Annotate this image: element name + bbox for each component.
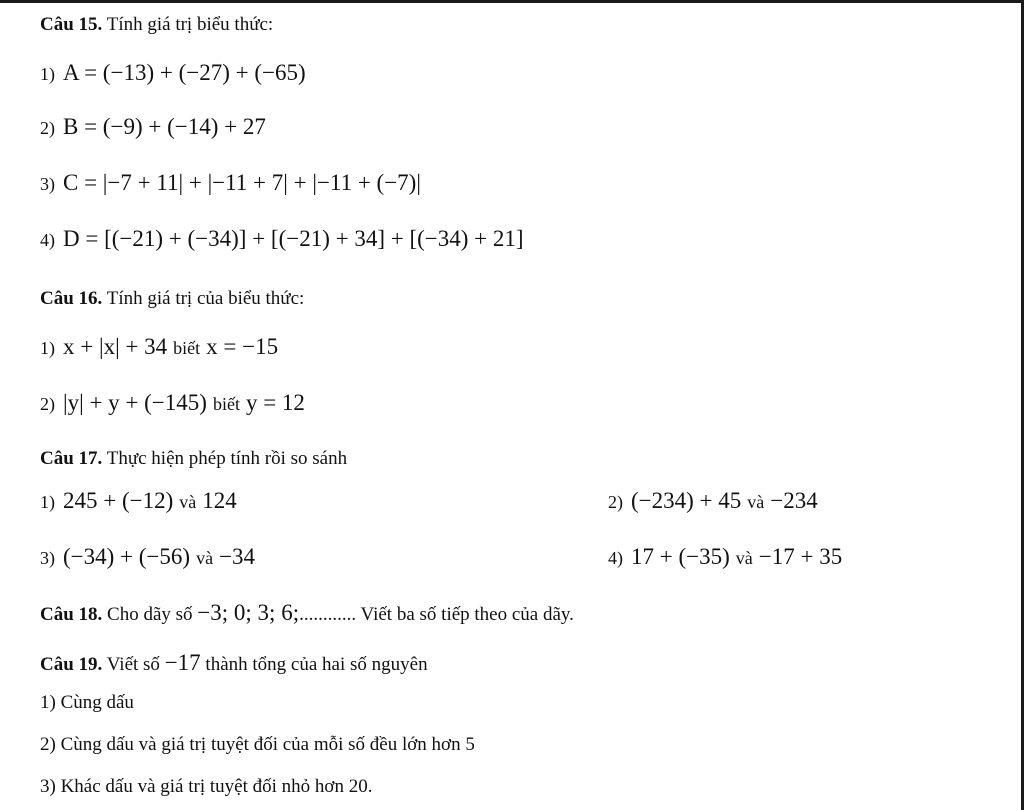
connector: và — [179, 492, 197, 512]
q16-heading — [40, 288, 304, 310]
item-number: 1) — [40, 64, 55, 84]
q15-title: Câu 15. — [40, 14, 103, 35]
top-border — [0, 0, 1024, 3]
q17-title: Câu 17. — [40, 448, 103, 469]
item-number: 3) — [40, 174, 55, 194]
expression: (−234) + 45 — [631, 488, 742, 513]
q18-sequence: −3; 0; 3; 6; — [197, 600, 300, 625]
item-number: 3) — [40, 548, 55, 568]
item-number: 1) — [40, 492, 55, 512]
q19-post: thành tổng của hai số nguyên — [205, 654, 428, 675]
expression: x + |x| + 34 — [63, 334, 168, 359]
q18-pre: Cho dãy số — [107, 604, 193, 625]
q17-item-4 — [608, 544, 842, 570]
q18-line — [40, 600, 574, 626]
item-number: 2) — [40, 394, 55, 414]
q15-heading — [40, 14, 273, 36]
q19-line — [40, 650, 428, 676]
q16-title: Câu 16. — [40, 288, 103, 309]
q17-item-3 — [40, 544, 255, 570]
item-number: 2) — [608, 492, 623, 512]
q17-heading — [40, 448, 347, 470]
q15-item-4 — [40, 226, 524, 252]
q17-text: Thực hiện phép tính rồi so sánh — [106, 448, 348, 469]
q19-number: −17 — [164, 650, 201, 675]
q16-item-1 — [40, 334, 278, 360]
q18-post: Viết ba số tiếp theo của dãy. — [360, 604, 574, 625]
expression: |y| + y + (−145) — [63, 390, 207, 415]
q16-text: Tính giá trị của biểu thức: — [106, 288, 305, 309]
q18-dots: ............ — [299, 604, 357, 625]
item-number: 4) — [608, 548, 623, 568]
connector: và — [196, 548, 214, 568]
q18-title: Câu 18. — [40, 604, 103, 625]
expression: A = (−13) + (−27) + (−65) — [63, 60, 306, 85]
q19-title: Câu 19. — [40, 654, 103, 675]
q16-item-2 — [40, 390, 305, 416]
expression: 245 + (−12) — [63, 488, 174, 513]
compare-value: 124 — [202, 488, 237, 513]
condition: x = −15 — [206, 334, 279, 359]
compare-value: −34 — [219, 544, 256, 569]
item-number: 1) — [40, 338, 55, 358]
connector: biết — [173, 338, 201, 358]
q15-item-1 — [40, 60, 306, 86]
connector: và — [747, 492, 765, 512]
q19-item-2: 2) Cùng dấu và giá trị tuyệt đối của mỗi số đều lớn hơn 5 — [40, 734, 475, 755]
connector: và — [735, 548, 753, 568]
q19-item-1: 1) Cùng dấu — [40, 692, 134, 713]
q19-pre: Viết số — [106, 654, 160, 675]
q19-item-3: 3) Khác dấu và giá trị tuyệt đối nhỏ hơn 20. — [40, 776, 373, 797]
q15-item-2 — [40, 114, 266, 140]
expression: (−34) + (−56) — [63, 544, 191, 569]
q17-item-1 — [40, 488, 237, 514]
q15-item-3 — [40, 170, 421, 196]
connector: biết — [212, 394, 240, 414]
compare-value: −17 + 35 — [758, 544, 843, 569]
expression: D = [(−21) + (−34)] + [(−21) + 34] + [(−34) + 21] — [63, 226, 524, 251]
item-number: 4) — [40, 230, 55, 250]
expression: C = |−7 + 11| + |−11 + 7| + |−11 + (−7)| — [63, 170, 421, 195]
q15-text: Tính giá trị biểu thức: — [106, 14, 274, 35]
condition: y = 12 — [245, 390, 305, 415]
q17-item-2 — [608, 488, 818, 514]
expression: 17 + (−35) — [631, 544, 730, 569]
expression: B = (−9) + (−14) + 27 — [63, 114, 266, 139]
item-number: 2) — [40, 118, 55, 138]
compare-value: −234 — [770, 488, 818, 513]
